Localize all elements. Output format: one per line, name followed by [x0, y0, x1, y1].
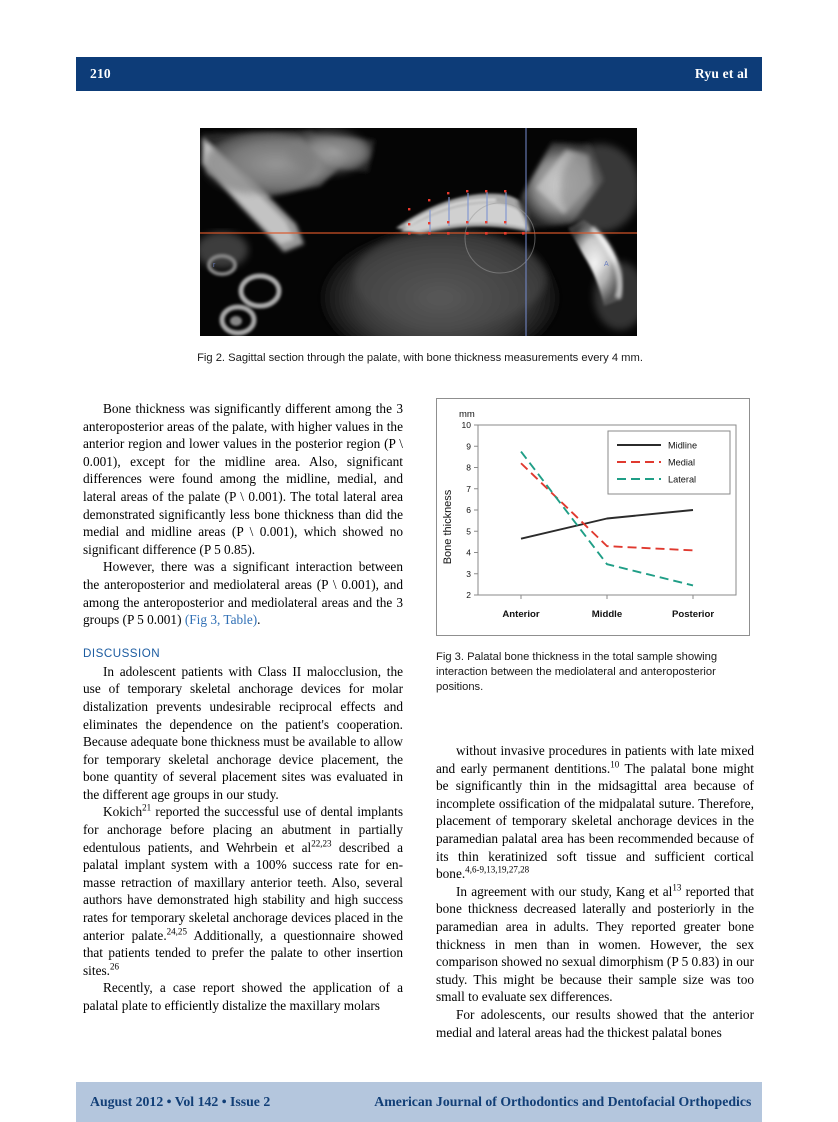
discussion-2-a: Kokich [103, 804, 143, 820]
footer-issue: August 2012 • Vol 142 • Issue 2 [90, 1093, 271, 1109]
figure-table-crossref[interactable]: (Fig 3, Table) [184, 612, 258, 628]
ct-sagittal-image [200, 128, 637, 336]
figure-2-caption [80, 352, 760, 364]
citation-24-25[interactable]: 24,25 [166, 926, 187, 937]
paragraph-discussion-1: In adolescent patients with Class II malocclusion, the use of temporary skeletal anchorage devices for molar distalization prevents undesirable reciprocal effects and eliminates the dependence on the patient's cooperation. Because adequate bone thickness must be available to allow for temporary skeletal anchorage device placement, the bone quantity of several placement sites was evaluated in the different age groups in our study. [83, 663, 403, 802]
svg-text:7: 7 [466, 483, 471, 494]
figure-3 [436, 398, 752, 695]
figure-3-caption [436, 650, 752, 695]
paragraph-results-2-pre: However, there was a significant interaction between the anteroposterior and mediolateral areas (P \ 0.001), and among the anteroposterior and mediolateral areas and the 3 groups (P 5 0.001) [83, 559, 403, 628]
paragraph-results-2-post: . [257, 612, 261, 628]
svg-text:Midline: Midline [668, 440, 698, 451]
svg-text:8: 8 [466, 462, 471, 473]
svg-text:6: 6 [466, 505, 471, 516]
chart-legend [608, 431, 730, 494]
right-1-a: without invasive procedures in patients with late mixed and early permanent dentitions. [436, 743, 754, 776]
citation-26[interactable]: 26 [109, 961, 119, 972]
page-number: 210 [90, 66, 111, 81]
svg-text:Lateral: Lateral [668, 474, 697, 485]
svg-text:3: 3 [466, 568, 471, 579]
paragraph-results-2 [83, 558, 403, 628]
left-text-column [83, 400, 403, 1015]
orientation-letter-right: A [604, 261, 609, 268]
figure-3-caption-text: Palatal bone thickness in the total sample showing interaction between the mediolateral and anteroposterior positions. [436, 651, 718, 693]
right-2-b: reported that bone thickness decreased laterally and posteriorly in the paramedian area in adults. They reported greater bone thickness in men than in women. However, the sex comparison showed no sexual dimorphism (P 5 0.83) in our study. This might be because their sample size was too small to evaluate sex differences. [436, 883, 754, 1005]
citation-10[interactable]: 10 [610, 759, 620, 770]
svg-text:Anterior: Anterior [502, 609, 540, 620]
x-axis-category-labels [502, 609, 714, 620]
citation-group-1[interactable]: 4,6-9,13,19,27,28 [465, 864, 530, 875]
footer-journal-title: American Journal of Orthodontics and Dentofacial Orthopedics [374, 1093, 752, 1109]
section-heading-discussion: DISCUSSION [83, 646, 161, 660]
paragraph-discussion-2 [83, 803, 403, 979]
right-2-a: In agreement with our study, Kang et al [456, 883, 673, 899]
svg-text:5: 5 [466, 526, 471, 537]
paragraph-results-1: Bone thickness was significantly different among the 3 anteroposterior areas of the palate, with higher values in the anterior region and lower values in the posterior region (P \ 0.001), except for the midline area. Also, significant differences were found among the midline, medial, and lateral areas of the palate (P \ 0.001). The total lateral area demonstrated significantly less bone thickness than did the medial and midline areas (P \ 0.001), which showed no significant difference (P 5 0.85). [83, 401, 403, 557]
right-text-column [436, 742, 754, 1041]
svg-text:4: 4 [466, 547, 471, 558]
paragraph-discussion-3: Recently, a case report showed the application of a palatal plate to efficiently distalize the maxillary molars [83, 980, 403, 1013]
footer-top-rule [76, 1081, 762, 1082]
page-running-head [76, 57, 762, 91]
page-footer [76, 1081, 762, 1122]
paragraph-right-2 [436, 883, 754, 1006]
svg-text:10: 10 [461, 420, 471, 431]
citation-21[interactable]: 21 [142, 803, 152, 814]
svg-text:9: 9 [466, 441, 471, 452]
figure-3-plot-frame [436, 398, 750, 636]
svg-text:Posterior: Posterior [671, 609, 715, 620]
y-axis-title: Bone thickness [442, 489, 454, 565]
right-1-b: The palatal bone might be significantly thin in the midsagittal area because of incomplete ossification of the midpalatal suture. Therefore, placement of temporary skeletal anchorage devices in the paramedian palatal area has been recommended because of its thin keratinized soft tissue and sufficient cortical bone. [436, 760, 754, 882]
paragraph-right-1 [436, 742, 754, 883]
citation-22-23[interactable]: 22,23 [311, 838, 332, 849]
figure-2-label: Fig 2. [197, 352, 226, 364]
discussion-2-d: Additionally, a questionnaire showed that patients tended to prefer the palate to other insertion sites. [83, 927, 403, 978]
svg-text:Medial: Medial [668, 457, 696, 468]
citation-13[interactable]: 13 [672, 882, 682, 893]
orientation-letter-left: r [213, 262, 216, 269]
figure-2-caption-text: Sagittal section through the palate, with bone thickness measurements every 4 mm. [228, 352, 643, 364]
figure-3-label: Fig 3. [436, 651, 464, 663]
discussion-2-c: described a palatal implant system with a 100% success rate for en-masse retraction of maxillary anterior teeth. Also, several authors have demonstrated high stability and high success rates for temporary skeletal anchorage devices placed in the anterior palate. [83, 839, 404, 943]
svg-text:2: 2 [466, 590, 471, 601]
y-axis-unit-label: mm [459, 409, 475, 420]
figure-2 [200, 128, 637, 336]
running-head-authors: Ryu et al [694, 66, 748, 81]
svg-text:Middle: Middle [591, 609, 623, 620]
bone-thickness-line-chart [437, 399, 749, 635]
discussion-2-b: reported the successful use of dental implants for anchorage before placing an abutment in partially edentulous patients, and Wehrbein et al [83, 804, 403, 855]
paragraph-right-3: For adolescents, our results showed that the anterior medial and lateral areas had the thickest palatal bones [436, 1006, 754, 1040]
